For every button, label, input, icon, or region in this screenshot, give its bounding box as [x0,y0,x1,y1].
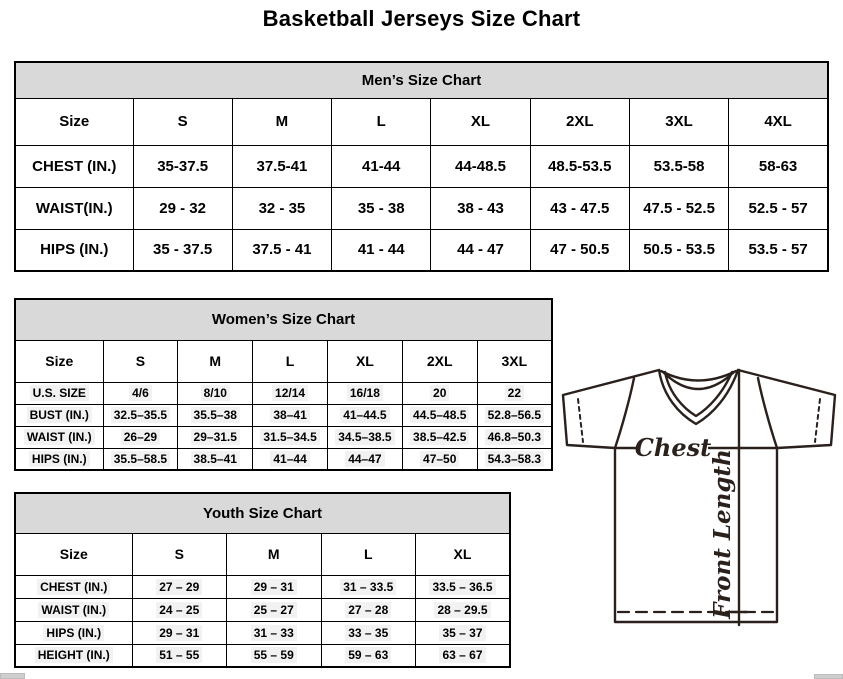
mens-col-header-m: M [232,98,331,145]
mens-cell: 37.5 - 41 [232,229,331,271]
youth-cell: 28 – 29.5 [416,598,511,621]
jersey-outline [563,370,835,622]
womens-row-label-u-s-size: U.S. SIZE [15,382,103,404]
youth-row-hips-in [15,621,510,644]
youth-cell: 27 – 29 [132,575,227,598]
womens-cell: 35.5–38 [178,404,253,426]
womens-row-label-hips-in: HIPS (IN.) [15,448,103,470]
womens-cell: 41–44.5 [327,404,402,426]
mens-row-hips-in [15,229,828,271]
right-armhole-seam [758,378,777,448]
womens-cell: 52.8–56.5 [477,404,552,426]
womens-size-header-row [15,340,552,382]
mens-cell: 53.5 - 57 [729,229,828,271]
youth-cell: 29 – 31 [227,575,322,598]
mens-cell: 47 - 50.5 [530,229,629,271]
womens-cell: 38–41 [253,404,328,426]
youth-row-height-in [15,644,510,667]
mens-cell: 41 - 44 [332,229,431,271]
youth-cell: 51 – 55 [132,644,227,667]
horizontal-scrollbar-fragment-left[interactable] [0,673,25,679]
mens-col-header-l: L [332,98,431,145]
chest-label: Chest [634,433,712,462]
youth-cell: 63 – 67 [416,644,511,667]
womens-col-header-l: L [253,340,328,382]
left-armhole-seam [615,378,634,448]
womens-col-header-s: S [103,340,178,382]
mens-col-header-xl: XL [431,98,530,145]
mens-cell: 47.5 - 52.5 [629,187,728,229]
mens-cell: 53.5-58 [629,145,728,187]
womens-cell: 31.5–34.5 [253,426,328,448]
youth-col-header-m: M [227,533,322,575]
jersey-measurement-diagram [556,362,842,630]
youth-cell: 29 – 31 [132,621,227,644]
youth-size-table [14,492,511,668]
womens-cell: 22 [477,382,552,404]
womens-cell: 47–50 [402,448,477,470]
mens-cell: 35 - 38 [332,187,431,229]
collar-inner-v [665,372,732,416]
womens-col-header-size: Size [15,340,103,382]
mens-cell: 38 - 43 [431,187,530,229]
womens-cell: 54.3–58.3 [477,448,552,470]
womens-col-header-m: M [178,340,253,382]
womens-cell: 46.8–50.3 [477,426,552,448]
youth-cell: 59 – 63 [321,644,416,667]
womens-col-header-2xl: 2XL [402,340,477,382]
mens-cell: 29 - 32 [133,187,232,229]
youth-cell: 27 – 28 [321,598,416,621]
womens-cell: 8/10 [178,382,253,404]
youth-row-waist-in [15,598,510,621]
womens-col-header-xl: XL [327,340,402,382]
mens-col-header-s: S [133,98,232,145]
youth-col-header-xl: XL [416,533,511,575]
youth-size-header-row [15,533,510,575]
womens-row-label-waist-in: WAIST (IN.) [15,426,103,448]
youth-cell: 25 – 27 [227,598,322,621]
mens-row-label-chest-in: CHEST (IN.) [15,145,133,187]
youth-row-label-height-in: HEIGHT (IN.) [15,644,132,667]
mens-row-label-waist-in: WAIST(IN.) [15,187,133,229]
womens-cell: 16/18 [327,382,402,404]
womens-table-title: Women’s Size Chart [15,299,552,340]
womens-cell: 38.5–41 [178,448,253,470]
womens-cell: 41–44 [253,448,328,470]
mens-cell: 48.5-53.5 [530,145,629,187]
youth-row-label-hips-in: HIPS (IN.) [15,621,132,644]
womens-row-bust-in [15,404,552,426]
womens-cell: 29–31.5 [178,426,253,448]
mens-cell: 37.5-41 [232,145,331,187]
womens-cell: 26–29 [103,426,178,448]
youth-cell: 55 – 59 [227,644,322,667]
womens-row-u-s-size [15,382,552,404]
youth-col-header-size: Size [15,533,132,575]
mens-col-header-size: Size [15,98,133,145]
mens-row-waist-in [15,187,828,229]
youth-cell: 33 – 35 [321,621,416,644]
womens-cell: 44–47 [327,448,402,470]
mens-cell: 32 - 35 [232,187,331,229]
mens-row-label-hips-in: HIPS (IN.) [15,229,133,271]
womens-cell: 44.5–48.5 [402,404,477,426]
mens-size-header-row [15,98,828,145]
womens-cell: 12/14 [253,382,328,404]
mens-cell: 43 - 47.5 [530,187,629,229]
mens-cell: 44-48.5 [431,145,530,187]
mens-col-header-3xl: 3XL [629,98,728,145]
left-cuff-dashed-line [578,399,583,442]
right-cuff-dashed-line [815,399,820,442]
womens-cell: 20 [402,382,477,404]
mens-row-chest-in [15,145,828,187]
womens-row-waist-in [15,426,552,448]
youth-cell: 31 – 33 [227,621,322,644]
mens-size-table [14,61,829,272]
youth-table-title-row [15,493,510,533]
youth-row-label-waist-in: WAIST (IN.) [15,598,132,621]
jersey-diagram-svg [556,362,842,630]
youth-cell: 31 – 33.5 [321,575,416,598]
mens-table-title-row [15,62,828,98]
youth-row-chest-in [15,575,510,598]
youth-cell: 33.5 – 36.5 [416,575,511,598]
page-title: Basketball Jerseys Size Chart [262,6,581,31]
mens-col-header-2xl: 2XL [530,98,629,145]
womens-size-table [14,298,553,471]
womens-row-hips-in [15,448,552,470]
horizontal-scrollbar-fragment-right[interactable] [814,674,843,679]
youth-table-title: Youth Size Chart [15,493,510,533]
mens-cell: 52.5 - 57 [729,187,828,229]
youth-col-header-l: L [321,533,416,575]
womens-col-header-3xl: 3XL [477,340,552,382]
youth-col-header-s: S [132,533,227,575]
womens-cell: 32.5–35.5 [103,404,178,426]
mens-cell: 35 - 37.5 [133,229,232,271]
youth-row-label-chest-in: CHEST (IN.) [15,575,132,598]
youth-cell: 35 – 37 [416,621,511,644]
womens-table-title-row [15,299,552,340]
womens-cell: 35.5–58.5 [103,448,178,470]
womens-row-label-bust-in: BUST (IN.) [15,404,103,426]
mens-cell: 50.5 - 53.5 [629,229,728,271]
mens-cell: 58-63 [729,145,828,187]
womens-cell: 4/6 [103,382,178,404]
mens-cell: 35-37.5 [133,145,232,187]
mens-cell: 44 - 47 [431,229,530,271]
womens-cell: 38.5–42.5 [402,426,477,448]
mens-cell: 41-44 [332,145,431,187]
youth-cell: 24 – 25 [132,598,227,621]
mens-col-header-4xl: 4XL [729,98,828,145]
womens-cell: 34.5–38.5 [327,426,402,448]
front-length-label: Front Length [709,449,736,619]
mens-table-title: Men’s Size Chart [15,62,828,98]
